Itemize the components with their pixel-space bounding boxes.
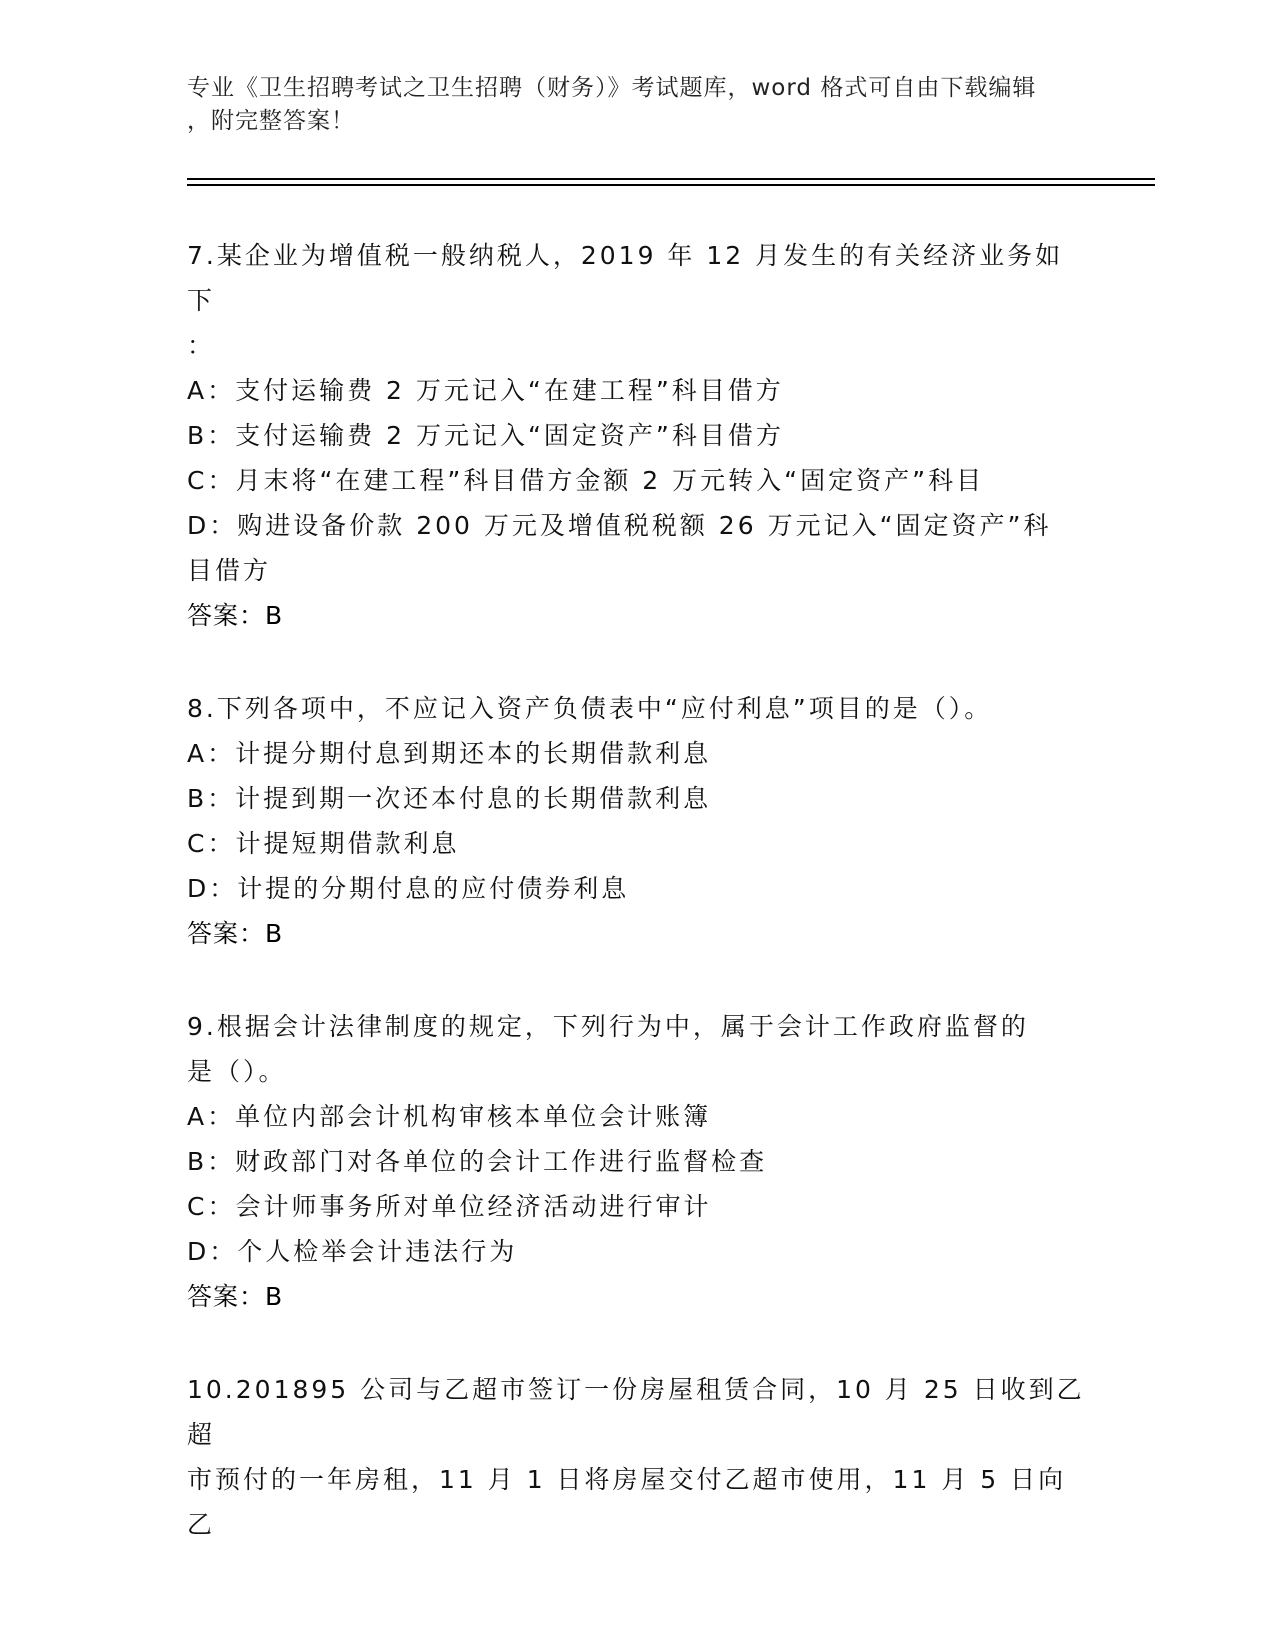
question-9 — [187, 1004, 1087, 1319]
header-rule-top — [187, 178, 1155, 180]
question-stem-line: 10.201895 公司与乙超市签订一份房屋租赁合同，10 月 25 日收到乙超 — [187, 1375, 1085, 1449]
question-stem-line: 8.下列各项中，不应记入资产负债表中“应付利息”项目的是（）。 — [187, 694, 993, 723]
option-a: A：计提分期付息到期还本的长期借款利息 — [187, 739, 712, 768]
option-b: B：支付运输费 2 万元记入“固定资产”科目借方 — [187, 421, 784, 450]
header-rule-bottom — [187, 184, 1155, 186]
option-d: D：购进设备价款 200 万元及增值税税额 26 万元记入“固定资产”科 — [187, 511, 1052, 540]
option-d: D：个人检举会计违法行为 — [187, 1237, 518, 1266]
question-7 — [187, 233, 1087, 638]
question-list — [187, 233, 1087, 1595]
option-a: A：支付运输费 2 万元记入“在建工程”科目借方 — [187, 376, 784, 405]
answer-label: 答案：B — [187, 1282, 284, 1311]
option-c: C：计提短期借款利息 — [187, 829, 460, 858]
option-d: D：计提的分期付息的应付债券利息 — [187, 874, 630, 903]
question-stem-line: ： — [187, 331, 216, 360]
option-b: B：财政部门对各单位的会计工作进行监督检查 — [187, 1147, 768, 1176]
option-c: C：会计师事务所对单位经济活动进行审计 — [187, 1192, 712, 1221]
question-10 — [187, 1367, 1087, 1547]
question-stem-line: 7.某企业为增值税一般纳税人，2019 年 12 月发生的有关经济业务如下 — [187, 241, 1064, 315]
option-b: B：计提到期一次还本付息的长期借款利息 — [187, 784, 712, 813]
header-line-1: 专业《卫生招聘考试之卫生招聘（财务）》考试题库，word 格式可自由下载编辑 — [187, 75, 1037, 101]
question-stem-line: 是（）。 — [187, 1057, 287, 1086]
option-d-continued: 目借方 — [187, 556, 272, 585]
option-a: A：单位内部会计机构审核本单位会计账簿 — [187, 1102, 712, 1131]
question-stem-line: 9.根据会计法律制度的规定，下列行为中，属于会计工作政府监督的 — [187, 1012, 1029, 1041]
page-header — [187, 72, 1087, 138]
question-stem-line: 市预付的一年房租，11 月 1 日将房屋交付乙超市使用，11 月 5 日向乙 — [187, 1465, 1067, 1539]
option-c: C：月末将“在建工程”科目借方金额 2 万元转入“固定资产”科目 — [187, 466, 985, 495]
header-line-2: ，附完整答案！ — [187, 108, 355, 134]
answer-label: 答案：B — [187, 601, 284, 630]
answer-label: 答案：B — [187, 919, 284, 948]
question-8 — [187, 686, 1087, 956]
